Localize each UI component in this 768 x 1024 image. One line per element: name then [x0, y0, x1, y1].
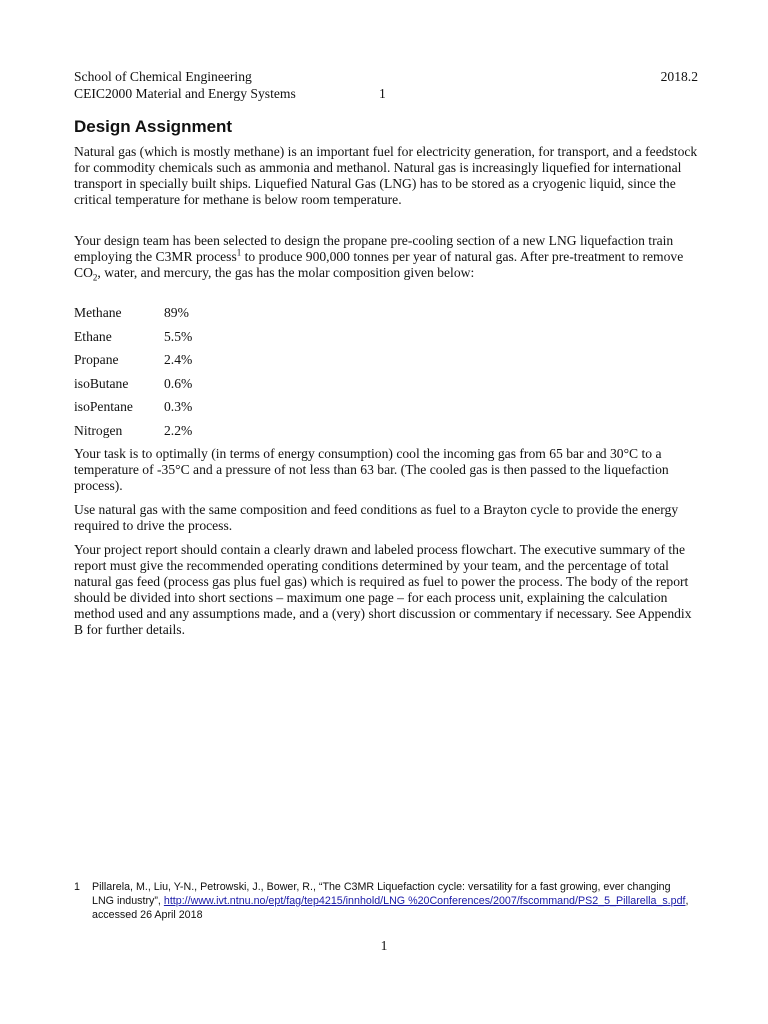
footnote-accessed: , accessed 26 April 2018 — [92, 895, 689, 921]
paragraph-task-context — [74, 233, 700, 281]
page-number: 1 — [380, 938, 388, 953]
composition-row — [74, 376, 224, 400]
co2-subscript: 2 — [92, 272, 98, 283]
component-name: isoPentane — [74, 399, 133, 415]
footnote-link[interactable]: http://www.ivt.ntnu.no/ept/fag/tep4215/innhold/LNG %20Conferences/2007/fscommand/PS2_5_Pillarella_s.pdf — [163, 895, 686, 907]
paragraph-intro — [74, 144, 700, 208]
paragraph-brayton-text: Use natural gas with the same composition and feed conditions as fuel to a Brayton cycle to provide the energy required to drive the process. — [74, 502, 679, 533]
footnote — [74, 880, 694, 922]
component-name: Propane — [74, 352, 119, 368]
header-year: 2018.2 — [660, 69, 698, 84]
paragraph-task-part-c: , water, and mercury, the gas has the molar composition given below: — [97, 265, 475, 280]
paragraph-task-part-a: Your design team has been selected to design the propane pre-cooling section of a new LNG liquefaction train employing the C3MR process — [74, 233, 674, 264]
paragraph-cooling-task — [74, 446, 700, 494]
component-name: Methane — [74, 305, 122, 320]
paragraph-intro-text: Natural gas (which is mostly methane) is an important fuel for electricity generation, for transport, and a feedstock for commodity chemicals such as ammonia and methanol. Natural gas is increasingly liquefied for international transport in specially built ships. Liquefied Natural Gas (LNG) has to be stored as a cryogenic liquid, since the critical temperature for methane is below room temperature. — [74, 144, 698, 207]
header-course: CEIC2000 Material and Energy Systems — [74, 86, 296, 101]
composition-row — [74, 329, 224, 353]
component-name: isoButane — [74, 375, 129, 391]
component-value: 89% — [164, 305, 189, 320]
footnote-number: 1 — [74, 881, 80, 893]
paragraph-cooling-task-text: Your task is to optimally (in terms of energy consumption) cool the incoming gas from 65 bar and 30°C to a temperature of -35°C and a pressure of not less than 63 bar. (The cooled gas is then passed to the liquefaction process). — [74, 446, 669, 493]
paragraph-task-context-text — [74, 233, 700, 281]
footnote-citation: Pillarela, M., Liu, Y-N., Petrowski, J., Bower, R., “The C3MR Liquefaction cycle: versatility for a fast growing, ever changing LNG industry”, — [92, 881, 671, 907]
component-value: 0.6% — [164, 375, 193, 391]
page-title: Design Assignment — [74, 117, 233, 136]
component-value: 2.2% — [164, 422, 193, 438]
composition-row — [74, 305, 224, 329]
paragraph-report — [74, 542, 700, 638]
component-value: 5.5% — [164, 328, 193, 344]
header-page-ref: 1 — [379, 86, 386, 101]
component-name: Ethane — [74, 328, 112, 344]
paragraph-task-part-b: to produce 900,000 tonnes per year of natural gas. After pre-treatment to remove CO — [74, 249, 684, 280]
footnote-body — [92, 880, 694, 922]
composition-table — [74, 305, 224, 447]
paragraph-report-text: Your project report should contain a clearly drawn and labeled process flowchart. The executive summary of the report must give the recommended operating conditions determined by your team, and the percentage of total natural gas feed (process gas plus fuel gas) which is required as fuel to power the process. The body of the report should be divided into short sections – maximum one page – for each process unit, explaining the calculation method used and any assumptions made, and a (very) short discussion or commentary if necessary. See Appendix B for further details. — [74, 542, 692, 637]
composition-row — [74, 399, 224, 423]
component-name: Nitrogen — [74, 422, 123, 438]
paragraph-brayton — [74, 502, 700, 534]
composition-row — [74, 352, 224, 376]
footnote-ref[interactable]: 1 — [236, 247, 242, 258]
composition-row — [74, 423, 224, 447]
component-value: 0.3% — [164, 399, 193, 415]
component-value: 2.4% — [164, 352, 193, 368]
header-school: School of Chemical Engineering — [74, 69, 252, 84]
